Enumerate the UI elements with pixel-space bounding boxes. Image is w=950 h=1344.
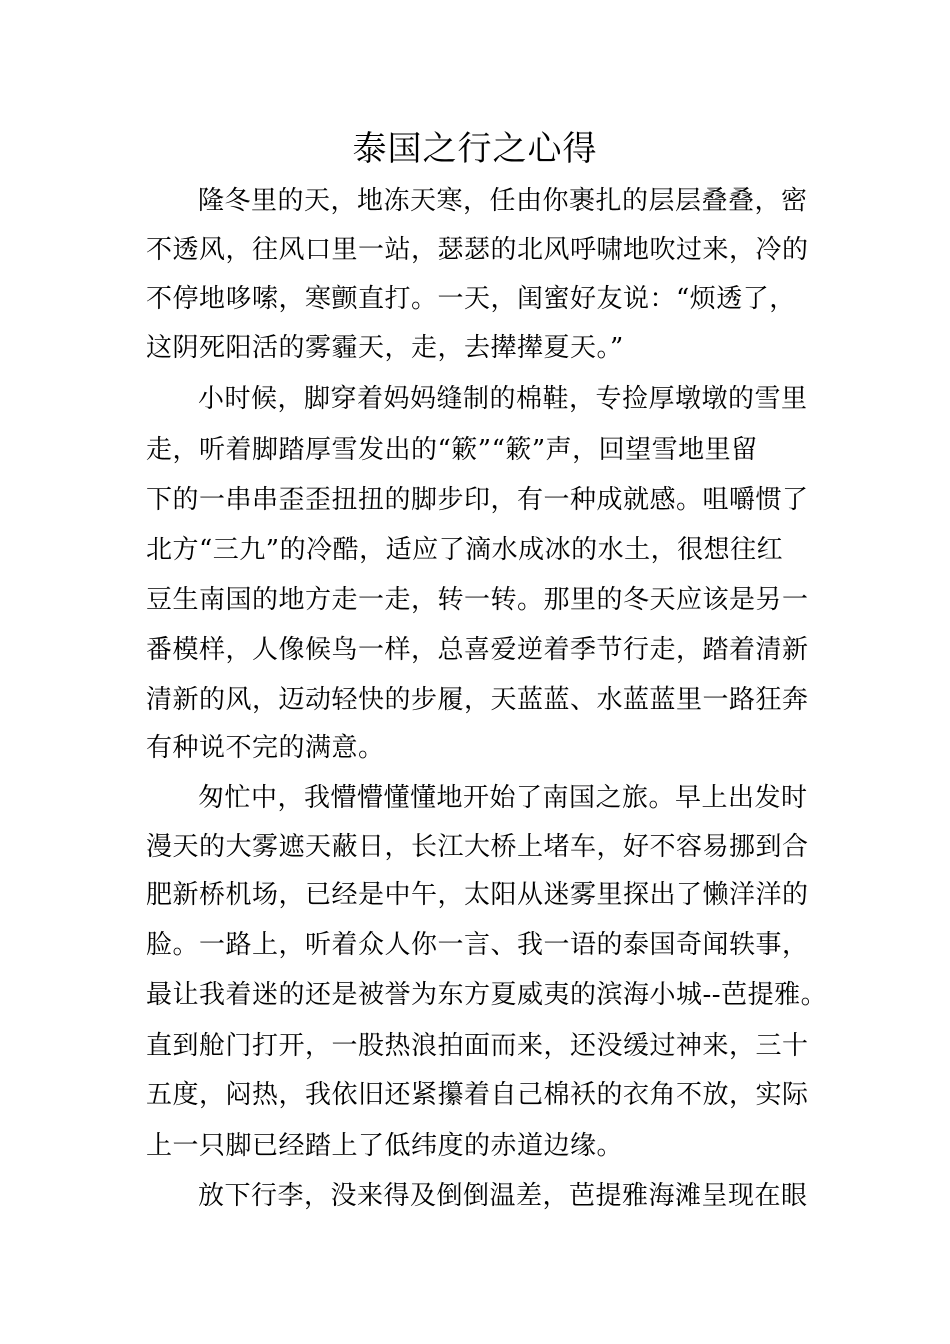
paragraph-2-line-6: 番模样，人像候鸟一样，总喜爱逆着季节行走，踏着清新 [146,635,809,665]
paragraph-2-line-8: 有种说不完的满意。 [146,733,385,763]
paragraph-3-line-7: 五度，闷热，我依旧还紧攥着自己棉袄的衣角不放，实际 [146,1080,809,1110]
paragraph-3-line-2: 漫天的大雾遮天蔽日，长江大桥上堵车，好不容易挪到合 [146,832,809,862]
paragraph-1-line-1: 隆冬里的天，地冻天寒，任由你裹扎的层层叠叠，密 [198,186,808,216]
document-title: 泰国之行之心得 [352,129,598,169]
paragraph-3-line-3: 肥新桥机场，已经是中午，太阳从迷雾里探出了懒洋洋的 [146,880,809,910]
paragraph-2-line-7: 清新的风，迈动轻快的步履，天蓝蓝、水蓝蓝里一路狂奔 [146,685,809,715]
paragraph-2-line-2: 走，听着脚踏厚雪发出的“簌”“簌”声，回望雪地里留 [146,435,758,465]
paragraph-4-line-1: 放下行李，没来得及倒倒温差，芭提雅海滩呈现在眼 [198,1181,808,1211]
paragraph-2-line-4: 北方“三九”的冷酷，适应了滴水成冰的水土，很想往红 [146,535,784,565]
paragraph-3-line-6: 直到舱门打开，一股热浪拍面而来，还没缓过神来，三十 [146,1031,809,1061]
paragraph-3-line-8: 上一只脚已经踏上了低纬度的赤道边缘。 [146,1131,624,1161]
paragraph-2-line-1: 小时候，脚穿着妈妈缝制的棉鞋，专捡厚墩墩的雪里 [198,384,808,414]
paragraph-3-line-5: 最让我着迷的还是被誉为东方夏威夷的滨海小城--芭提雅。 [146,980,828,1010]
paragraph-3-line-1: 匆忙中，我懵懵懂懂地开始了南国之旅。早上出发时 [198,783,808,813]
paragraph-3-line-4: 脸。一路上，听着众人你一言、我一语的泰国奇闻轶事， [146,930,809,960]
paragraph-1-line-2: 不透风，往风口里一站，瑟瑟的北风呼啸地吹过来，冷的 [146,235,809,265]
paragraph-2-line-3: 下的一串串歪歪扭扭的脚步印，有一种成就感。咀嚼惯了 [146,485,809,515]
paragraph-2-line-5: 豆生南国的地方走一走，转一转。那里的冬天应该是另一 [146,585,809,615]
paragraph-1-line-4: 这阴死阳活的雾霾天，走，去撵撵夏天。” [146,333,624,363]
paragraph-1-line-3: 不停地哆嗦，寒颤直打。一天，闺蜜好友说：“烦透了， [146,284,796,314]
